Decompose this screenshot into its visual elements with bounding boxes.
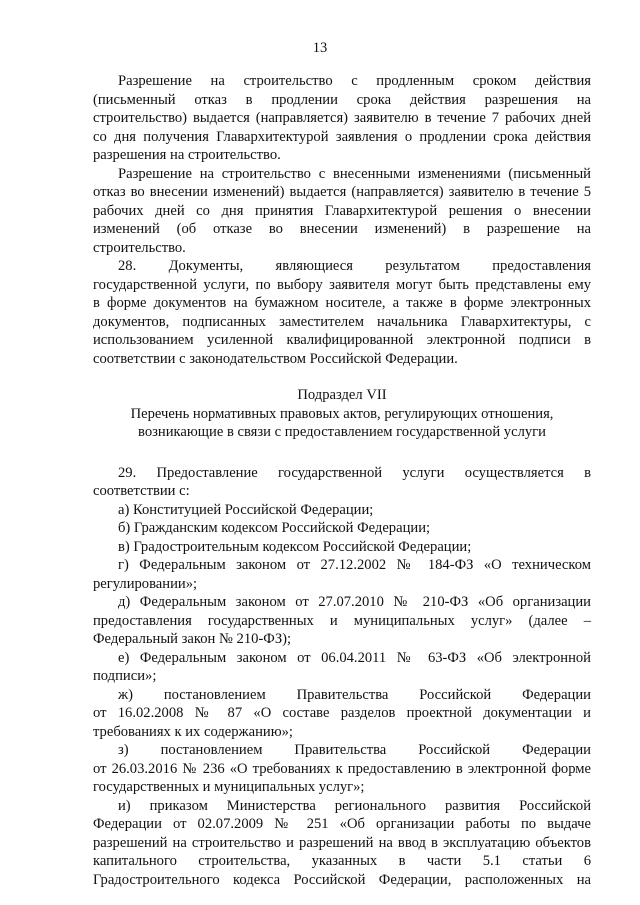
text-line: использованием усиленной квалифицированной электронной подписи в — [93, 332, 591, 348]
paragraph-amended-permit — [93, 165, 591, 258]
text-line: со дня получения Главархитектурой заявления о продлении срока действия — [93, 128, 591, 145]
text-line: 28. Документы, являющиеся результатом предоставления — [118, 258, 591, 274]
text-line: изменений (об отказе во внесении изменений) в разрешение на — [93, 221, 591, 237]
text-line: от 26.03.2016 № 236 «О требованиях к предоставлению в электронной форме — [93, 760, 591, 777]
paragraph-extended-permit — [93, 72, 591, 165]
text-line: подписи»; — [93, 668, 157, 684]
text-line: предоставления государственных и муниципальных услуг» (далее – — [93, 612, 591, 629]
text-line: разрешения на строительство. — [93, 147, 281, 163]
text-line: и) приказом Министерства регионального развития Российской — [118, 797, 591, 814]
text-line: Разрешение на строительство с продленным сроком действия — [118, 73, 591, 89]
spacer — [93, 442, 591, 464]
text-line: капитального строительства, указанных в части 5.1 статьи 6 — [93, 853, 591, 869]
page-number: 13 — [312, 40, 328, 56]
document-body — [93, 72, 591, 889]
subsection-title: Подраздел VII — [297, 387, 387, 403]
text-line: государственной услуги, по выбору заявителя могут быть представлены ему — [93, 276, 591, 293]
list-item-e — [93, 649, 591, 686]
text-line: соответствии с: — [93, 483, 190, 499]
text-line: б) Гражданским кодексом Российской Федерации; — [118, 520, 431, 536]
text-line: регулировании»; — [93, 575, 198, 592]
text-line: государственных и муниципальных услуг»; — [93, 779, 365, 795]
text-line: е) Федеральным законом от 06.04.2011 № 63-ФЗ «Об электронной — [118, 649, 591, 666]
text-line: соответствии с законодательством Российской Федерации. — [93, 350, 458, 367]
subsection-heading — [93, 386, 591, 442]
text-line: строительство. — [93, 239, 186, 256]
text-line: Федерации от 02.07.2009 № 251 «Об организации работы по выдаче — [93, 816, 591, 832]
paragraph-29 — [93, 464, 591, 501]
text-line: рабочих дней со дня принятия Главархитектурой решения о внесении — [93, 202, 591, 219]
list-item-b — [93, 519, 591, 538]
list-item-a — [93, 501, 591, 520]
text-line: от 16.02.2008 № 87 «О составе разделов проектной документации и — [93, 705, 591, 721]
list-item-i — [93, 797, 591, 890]
text-line: д) Федеральным законом от 27.07.2010 № 210-ФЗ «Об организации — [118, 594, 591, 610]
list-item-v — [93, 538, 591, 557]
text-line: Градостроительного кодекса Российской Федерации, расположенных на — [93, 871, 591, 888]
text-line: в форме документов на бумажном носителе, а также в форме электронных — [93, 295, 591, 311]
paragraph-28 — [93, 257, 591, 368]
list-item-zh — [93, 686, 591, 742]
text-line: г) Федеральным законом от 27.12.2002 № 184-ФЗ «О техническом — [118, 557, 591, 573]
list-item-g — [93, 556, 591, 593]
text-line: Разрешение на строительство с внесенными изменениями (письменный — [118, 165, 591, 182]
text-line: строительство) выдается (направляется) заявителю в течение 7 рабочих дней — [93, 110, 591, 126]
heading-line: Перечень нормативных правовых актов, регулирующих отношения, — [130, 405, 554, 422]
text-line: в) Градостроительным кодексом Российской Федерации; — [118, 538, 472, 555]
text-line: документов, подписанных заместителем начальника Главархитектуры, с — [93, 313, 591, 330]
list-item-z — [93, 741, 591, 797]
list-item-d — [93, 593, 591, 649]
text-line: (письменный отказ в продлении срока действия разрешения на — [93, 91, 591, 108]
text-line: а) Конституцией Российской Федерации; — [118, 501, 374, 518]
text-line: требованиях к их содержанию»; — [93, 723, 293, 740]
text-line: разрешений на строительство и разрешений на ввод в эксплуатацию объектов — [93, 834, 591, 851]
text-line: ж) постановлением Правительства Российской Федерации — [118, 686, 591, 703]
heading-line: возникающие в связи с предоставлением государственной услуги — [138, 424, 546, 440]
text-line: Федеральный закон № 210-ФЗ); — [93, 631, 292, 647]
text-line: 29. Предоставление государственной услуги осуществляется в — [118, 464, 591, 481]
spacer — [93, 368, 591, 386]
text-line: отказ во внесении изменений) выдается (направляется) заявителю в течение 5 — [93, 184, 591, 200]
text-line: з) постановлением Правительства Российской Федерации — [118, 742, 591, 758]
